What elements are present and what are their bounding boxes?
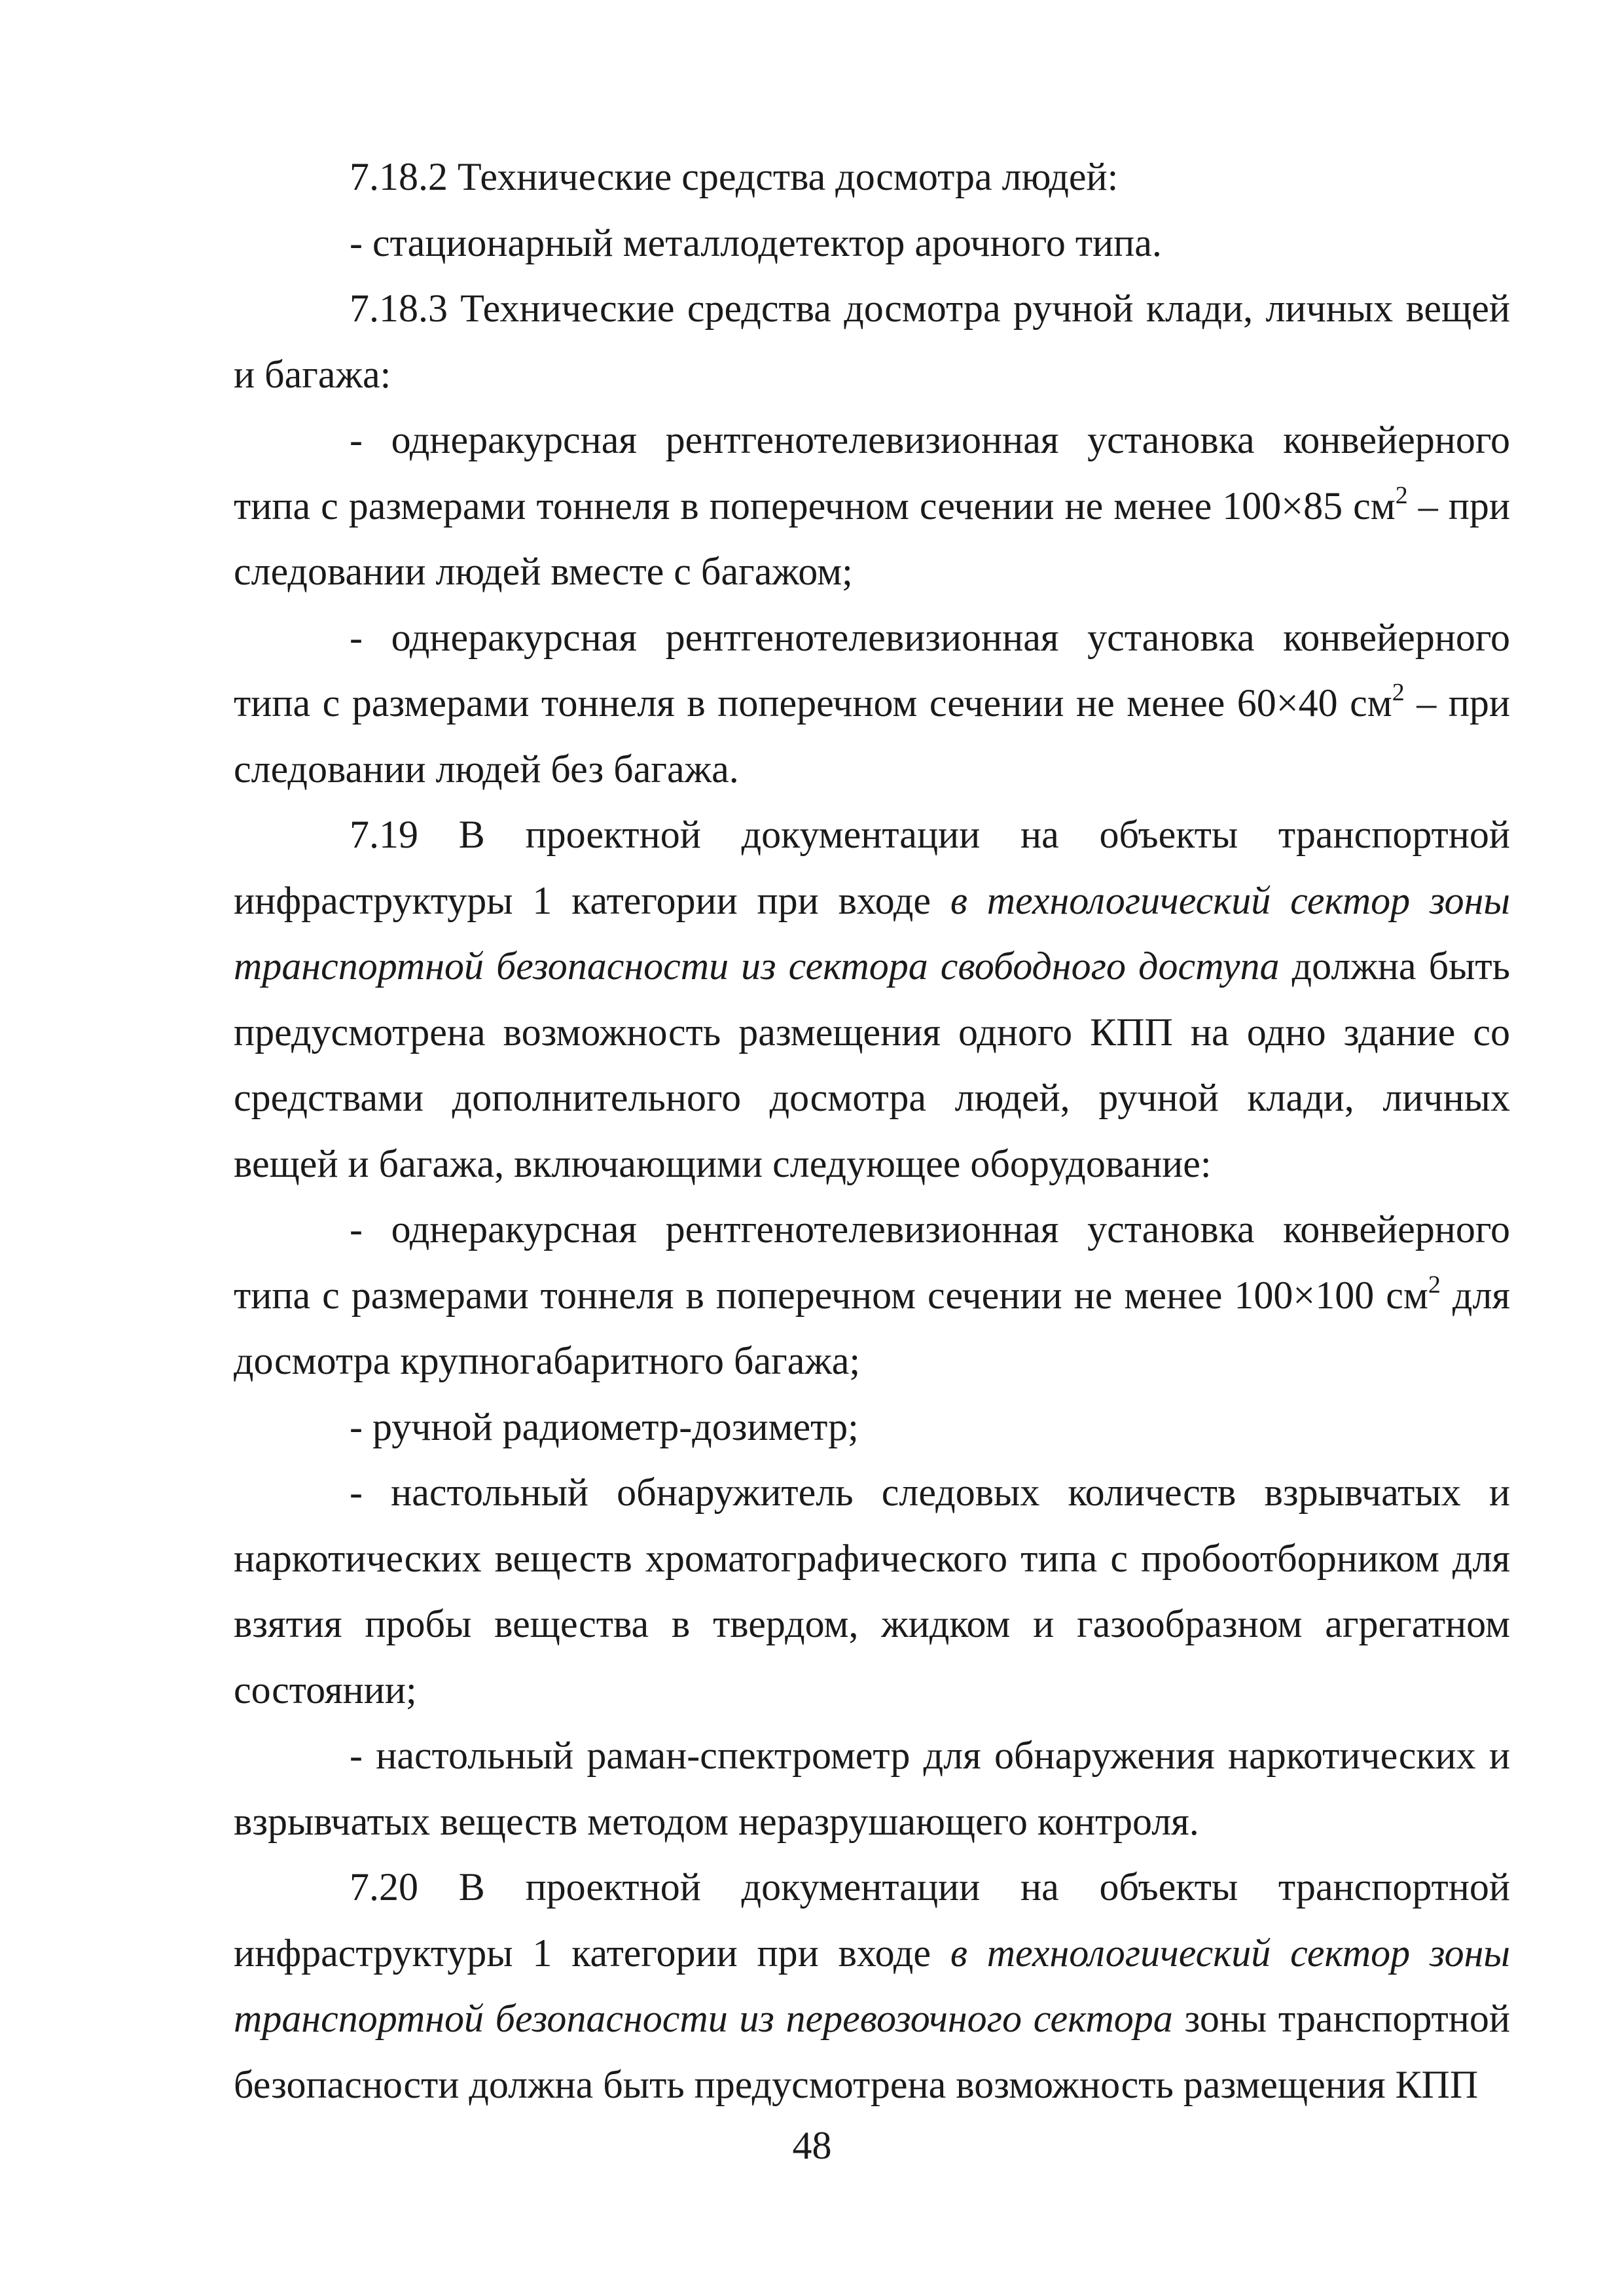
italic-run: в технологический сектор зоны транспортной безопасности из сектора свободного доступа [234, 878, 1510, 988]
text-run: 7.20 В проектной документации на объекты транспортной инфраструктуры 1 категории при входе [234, 1865, 1510, 1975]
italic-run: в технологический сектор зоны транспортной безопасности из перевозочного сектора [234, 1931, 1510, 2040]
paragraph-radiometer: - ручной радиометр-дозиметр; [350, 1405, 859, 1448]
paragraph-xray-100x100 [234, 1196, 1510, 1394]
page-number: 48 [792, 2124, 832, 2167]
paragraph-trace-detector: - настольный обнаружитель следовых количеств взрывчатых и наркотических веществ хроматографического типа с пробоотборником для взятия пробы вещества в твердом, жидком и газообразном агрегатном состоянии; [234, 1471, 1510, 1712]
text-run: – при следовании людей без багажа. [234, 681, 1510, 791]
superscript: 2 [1428, 1270, 1441, 1299]
text-run: - однеракурсная рентгенотелевизионная установка конвейерного типа с размерами тоннеля в поперечном сечении не менее 60×40 см [234, 615, 1510, 725]
paragraph-7-18-3: 7.18.3 Технические средства досмотра ручной клади, личных вещей и багажа: [234, 287, 1510, 396]
superscript: 2 [1395, 481, 1408, 509]
text-run: зоны транспортной безопасности должна быть предусмотрена возможность размещения КПП [234, 1997, 1510, 2106]
paragraph-xray-60x40 [234, 605, 1510, 802]
paragraph-7-19 [234, 802, 1510, 1196]
paragraph-raman: - настольный раман-спектрометр для обнаружения наркотических и взрывчатых веществ методом неразрушающего контроля. [234, 1734, 1510, 1843]
text-run: 7.19 В проектной документации на объекты транспортной инфраструктуры 1 категории при входе [234, 813, 1510, 922]
document-page [234, 144, 1510, 2117]
paragraph-metal-detector: - стационарный металлодетектор арочного типа. [350, 221, 1162, 264]
text-run: - однеракурсная рентгенотелевизионная установка конвейерного типа с размерами тоннеля в поперечном сечении не менее 100×100 см [234, 1208, 1510, 1317]
paragraph-7-18-2: 7.18.2 Технические средства досмотра людей: [350, 155, 1119, 198]
text-run: для досмотра крупногабаритного багажа; [234, 1273, 1510, 1382]
text-run: - однеракурсная рентгенотелевизионная установка конвейерного типа с размерами тоннеля в поперечном сечении не менее 100×85 см [234, 418, 1510, 528]
paragraph-xray-100x85 [234, 407, 1510, 605]
text-run: – при следовании людей вместе с багажом; [234, 484, 1510, 593]
paragraph-7-20 [234, 1854, 1510, 2117]
superscript: 2 [1392, 679, 1405, 706]
text-run: должна быть предусмотрена возможность размещения одного КПП на одно здание со средствами дополнительного досмотра людей, ручной клади, личных вещей и багажа, включающими следующее оборудование: [234, 944, 1511, 1185]
